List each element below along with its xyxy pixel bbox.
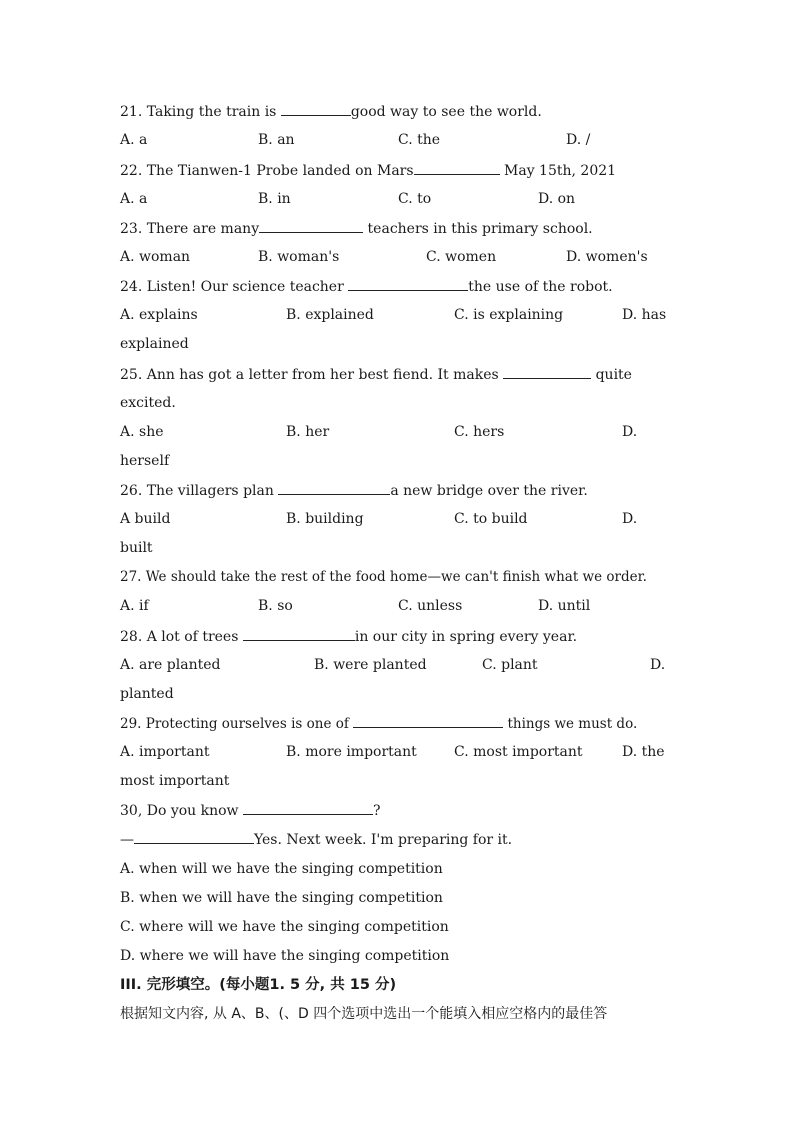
option-a: A. when will we have the singing competition bbox=[120, 861, 443, 877]
option-b: B. her bbox=[286, 424, 330, 440]
option-d: D. until bbox=[538, 598, 591, 614]
reply-dash: — bbox=[120, 832, 134, 848]
option-a: A. she bbox=[120, 424, 164, 440]
option-a: A. a bbox=[120, 191, 148, 207]
question-26-stem: 26. The villagers plan bbox=[120, 483, 279, 499]
question-30-stem: 30, Do you know bbox=[120, 803, 243, 819]
question-26 bbox=[120, 480, 588, 501]
option-d: D. where we will have the singing competition bbox=[120, 948, 450, 964]
option-c: C. where will we have the singing competition bbox=[120, 919, 449, 935]
question-27: 27. We should take the rest of the food home—we can't finish what we order. bbox=[120, 569, 647, 585]
question-24 bbox=[120, 276, 613, 297]
option-d-continued: herself bbox=[120, 453, 170, 469]
option-d-continued: explained bbox=[120, 336, 189, 352]
option-c: C. women bbox=[426, 249, 497, 265]
question-23 bbox=[120, 218, 593, 239]
option-c: C. unless bbox=[398, 598, 463, 614]
question-30-stem-end: ? bbox=[373, 803, 381, 819]
option-b: B. were planted bbox=[314, 657, 427, 673]
question-25-continued: excited. bbox=[120, 395, 176, 411]
option-c: C. to bbox=[398, 191, 432, 207]
question-21-stem-end: good way to see the world. bbox=[350, 104, 542, 120]
question-29 bbox=[120, 713, 637, 734]
option-a: A build bbox=[120, 511, 171, 527]
option-d: D. bbox=[622, 511, 638, 527]
answer-blank bbox=[348, 276, 468, 291]
option-d: D. on bbox=[538, 191, 576, 207]
question-25-stem-end: quite bbox=[591, 367, 632, 383]
option-b: B. in bbox=[258, 191, 291, 207]
option-c: C. the bbox=[398, 132, 441, 148]
option-d: D. women's bbox=[566, 249, 648, 265]
question-22 bbox=[120, 160, 616, 181]
option-c: C. to build bbox=[454, 511, 528, 527]
option-a: A. explains bbox=[120, 307, 198, 323]
option-d: D. bbox=[650, 657, 666, 673]
option-a: A. important bbox=[120, 744, 210, 760]
option-d: D. bbox=[622, 424, 638, 440]
answer-blank bbox=[414, 160, 500, 175]
option-b: B. when we will have the singing competition bbox=[120, 890, 443, 906]
question-25 bbox=[120, 364, 632, 385]
reply-text: Yes. Next week. I'm preparing for it. bbox=[254, 832, 513, 848]
option-b: B. more important bbox=[286, 744, 417, 760]
option-a: A. woman bbox=[120, 249, 191, 265]
question-23-stem: 23. There are many bbox=[120, 221, 260, 237]
option-a: A. a bbox=[120, 132, 148, 148]
option-a: A. are planted bbox=[120, 657, 221, 673]
option-c: C. plant bbox=[482, 657, 538, 673]
answer-blank bbox=[259, 218, 363, 233]
option-c: C. most important bbox=[454, 744, 583, 760]
question-26-stem-end: a new bridge over the river. bbox=[390, 483, 588, 499]
section-heading: III. 完形填空。(每小题1. 5 分, 共 15 分) bbox=[120, 977, 397, 993]
answer-blank bbox=[503, 364, 591, 379]
option-d-continued: built bbox=[120, 540, 153, 556]
answer-blank bbox=[243, 626, 355, 641]
question-21 bbox=[120, 101, 542, 122]
question-22-stem: 22. The Tianwen-1 Probe landed on Mars bbox=[120, 163, 414, 179]
answer-blank bbox=[281, 101, 351, 116]
question-30-reply bbox=[120, 829, 512, 850]
option-b: B. woman's bbox=[258, 249, 340, 265]
answer-blank bbox=[243, 800, 373, 815]
question-28-stem-end: in our city in spring every year. bbox=[354, 629, 578, 645]
question-28-stem: 28. A lot of trees bbox=[120, 629, 243, 645]
answer-blank bbox=[134, 829, 254, 844]
option-b: B. explained bbox=[286, 307, 374, 323]
option-b: B. an bbox=[258, 132, 295, 148]
question-30 bbox=[120, 800, 381, 821]
option-a: A. if bbox=[120, 598, 149, 614]
option-d: D. the bbox=[622, 744, 665, 760]
question-24-stem: 24. Listen! Our science teacher bbox=[120, 279, 349, 295]
question-28 bbox=[120, 626, 577, 647]
question-25-stem: 25. Ann has got a letter from her best fiend. It makes bbox=[120, 367, 504, 383]
option-c: C. hers bbox=[454, 424, 505, 440]
question-29-stem-end: things we must do. bbox=[503, 716, 638, 732]
option-b: B. so bbox=[258, 598, 293, 614]
answer-blank bbox=[278, 480, 390, 495]
option-d-continued: planted bbox=[120, 686, 174, 702]
option-c: C. is explaining bbox=[454, 307, 564, 323]
option-b: B. building bbox=[286, 511, 364, 527]
question-24-stem-end: the use of the robot. bbox=[468, 279, 613, 295]
option-d-continued: most important bbox=[120, 773, 230, 789]
section-instruction: 根据知文内容, 从 A、B、(、D 四个选项中选出一个能填入相应空格内的最佳答 bbox=[120, 1006, 608, 1022]
answer-blank bbox=[353, 713, 503, 728]
question-21-stem: 21. Taking the train is bbox=[120, 104, 281, 120]
option-d: D. / bbox=[566, 132, 591, 148]
question-29-stem: 29. Protecting ourselves is one of bbox=[120, 716, 354, 732]
question-23-stem-end: teachers in this primary school. bbox=[363, 221, 593, 237]
option-d: D. has bbox=[622, 307, 667, 323]
question-22-stem-end: May 15th, 2021 bbox=[499, 163, 617, 179]
